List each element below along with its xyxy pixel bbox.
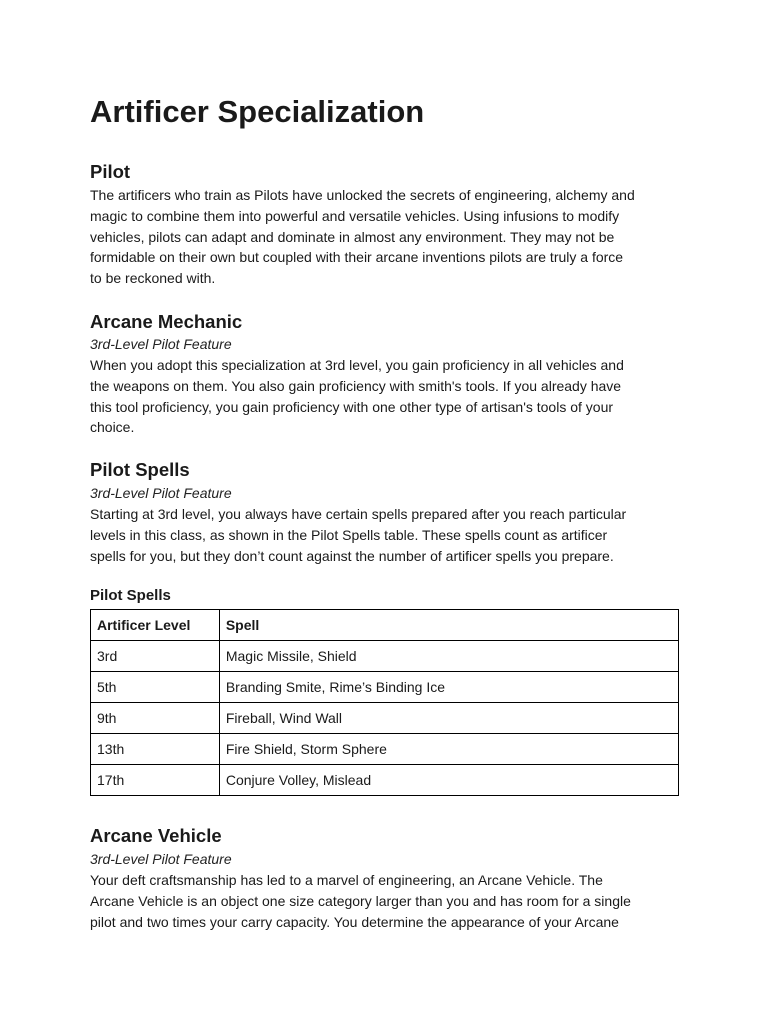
table-row xyxy=(91,765,679,796)
table-cell-spell: Conjure Volley, Mislead xyxy=(219,765,678,796)
feature-label-pilot-spells: 3rd-Level Pilot Feature xyxy=(90,485,232,501)
arcane-vehicle-description xyxy=(90,870,631,932)
table-cell-spell: Magic Missile, Shield xyxy=(219,641,678,672)
table-cell-level: 17th xyxy=(91,765,220,796)
column-header: Artificer Level xyxy=(91,610,220,641)
pilot-line: vehicles, pilots can adapt and dominate in almost any environment. They may not be xyxy=(90,228,615,245)
arcane-mechanic-line: choice. xyxy=(90,419,135,436)
table-row xyxy=(91,641,679,672)
arcane-mechanic-line: this tool proficiency, you gain proficiency with one other type of artisan's tools of your xyxy=(90,398,614,415)
arcane-mechanic-line: the weapons on them. You also gain proficiency with smith's tools. If you already have xyxy=(90,377,622,394)
table-cell-level: 5th xyxy=(91,672,220,703)
section-heading-pilot-spells: Pilot Spells xyxy=(90,459,190,480)
table-row xyxy=(91,672,679,703)
pilot-spells-description xyxy=(90,504,626,566)
page-title: Artificer Specialization xyxy=(90,94,425,129)
arcane-mechanic-line: When you adopt this specialization at 3rd level, you gain proficiency in all vehicles and xyxy=(90,357,624,373)
table-cell-level: 3rd xyxy=(91,641,220,672)
table-row xyxy=(91,734,679,765)
arcane-vehicle-line: Your deft craftsmanship has led to a marvel of engineering, an Arcane Vehicle. The xyxy=(90,872,603,888)
pilot-spells-table xyxy=(90,609,679,796)
table-cell-spell: Fire Shield, Storm Sphere xyxy=(219,734,678,765)
pilot-spells-line: levels in this class, as shown in the Pilot Spells table. These spells count as artificer xyxy=(90,526,608,543)
arcane-vehicle-line: pilot and two times your carry capacity. You determine the appearance of your Arcane xyxy=(90,913,619,930)
pilot-spells-line: spells for you, but they don’t count against the number of artificer spells you prepare. xyxy=(90,547,614,564)
section-heading-pilot: Pilot xyxy=(90,161,131,182)
table-cell-level: 9th xyxy=(91,703,220,734)
column-header: Spell xyxy=(219,610,678,641)
pilot-line: magic to combine them into powerful and versatile vehicles. Using infusions to modify xyxy=(90,207,620,224)
pilot-line: The artificers who train as Pilots have unlocked the secrets of engineering, alchemy and xyxy=(90,187,635,203)
section-heading-arcane-mechanic: Arcane Mechanic xyxy=(90,311,243,332)
pilot-line: formidable on their own but coupled with their arcane inventions pilots are truly a force xyxy=(90,249,624,266)
table-row xyxy=(91,703,679,734)
pilot-description xyxy=(90,185,635,289)
arcane-vehicle-line: Arcane Vehicle is an object one size category larger than you and has room for a single xyxy=(90,892,631,909)
pilot-line: to be reckoned with. xyxy=(90,270,216,287)
pilot-spells-line: Starting at 3rd level, you always have certain spells prepared after you reach particular xyxy=(90,506,627,522)
feature-label-arcane-mechanic: 3rd-Level Pilot Feature xyxy=(90,336,232,352)
table-cell-spell: Fireball, Wind Wall xyxy=(219,703,678,734)
table-cell-spell: Branding Smite, Rime’s Binding Ice xyxy=(219,672,678,703)
section-heading-arcane-vehicle: Arcane Vehicle xyxy=(90,825,222,846)
table-header-row xyxy=(91,610,679,641)
feature-label-arcane-vehicle: 3rd-Level Pilot Feature xyxy=(90,851,232,867)
table-caption: Pilot Spells xyxy=(90,587,171,604)
arcane-mechanic-description xyxy=(90,355,624,438)
table-cell-level: 13th xyxy=(91,734,220,765)
